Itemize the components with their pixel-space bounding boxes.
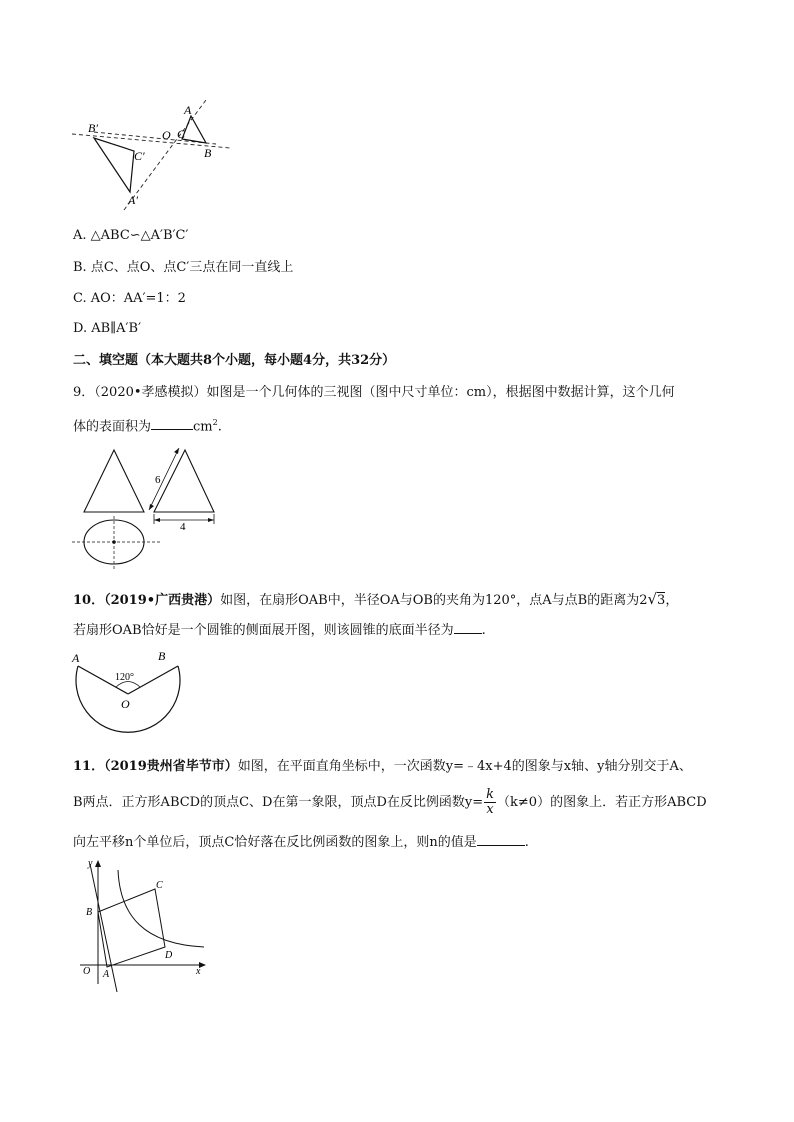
section-heading: 二、填空题（本大题共8个小题，每小题4分，共32分） bbox=[73, 353, 396, 368]
q10-line2 bbox=[73, 620, 486, 640]
base-label: 4 bbox=[180, 521, 186, 533]
slant-arrow-top bbox=[174, 448, 179, 454]
q10-line1 bbox=[73, 590, 678, 610]
q11-end3: . bbox=[524, 835, 529, 850]
slant-dim-line bbox=[149, 448, 179, 510]
triangle-abc bbox=[182, 116, 206, 143]
label-O: O bbox=[83, 966, 91, 977]
label-A1: A′ bbox=[128, 193, 138, 207]
label-A: A bbox=[184, 103, 192, 117]
label-D: D bbox=[165, 950, 173, 961]
option-d: D. AB∥A′B′ bbox=[73, 321, 142, 336]
q9-unit-sup: 2 bbox=[212, 418, 218, 427]
option-c: C. AO：AA′=1：2 bbox=[73, 291, 186, 306]
q9-unit: cm bbox=[193, 419, 213, 435]
base-arrow-right bbox=[208, 518, 214, 522]
label-B: B bbox=[86, 907, 93, 918]
q11-answer-blank bbox=[477, 832, 525, 846]
q11-line3 bbox=[73, 832, 529, 852]
figure-homothety-triangles bbox=[66, 98, 236, 213]
label-C1: C′ bbox=[134, 149, 145, 163]
base-arrow-left bbox=[154, 518, 160, 522]
square-abcd bbox=[98, 889, 165, 967]
q9-text: 体的表面积为 bbox=[73, 419, 152, 435]
q10-tag: 10．（2019•广西贵港） bbox=[73, 593, 221, 608]
label-y: y bbox=[88, 858, 93, 869]
label-O: O bbox=[121, 697, 130, 711]
label-A: A bbox=[103, 969, 110, 980]
slant-label: 6 bbox=[155, 474, 161, 486]
q11-text3: 向左平移n个单位后，顶点C恰好落在反比例函数的图象上，则n的值是 bbox=[73, 835, 477, 850]
label-B: B bbox=[158, 649, 166, 663]
front-view-triangle bbox=[84, 450, 144, 512]
y-axis-arrow bbox=[95, 860, 101, 867]
top-view-center bbox=[112, 540, 116, 544]
angle-label: 120° bbox=[115, 672, 134, 683]
q11-text1: 如图，在平面直角坐标中，一次函数y=﹣4x+4的图象与x轴、y轴分别交于A、 bbox=[237, 759, 692, 774]
q11-line2 bbox=[73, 788, 707, 818]
radius-ob bbox=[128, 666, 178, 694]
q11-text2b: （k≠0）的图象上．若正方形ABCD bbox=[497, 795, 707, 810]
triangle-a1b1c1 bbox=[94, 138, 134, 192]
q10-text2: 若扇形OAB恰好是一个圆锥的侧面展开图，则该圆锥的底面半径为 bbox=[73, 623, 454, 638]
option-a: A. △ABC∽△A′B′C′ bbox=[73, 228, 189, 243]
figure-sector bbox=[68, 646, 188, 746]
label-C: C bbox=[156, 880, 163, 891]
q9-line2 bbox=[73, 414, 222, 436]
q11-tag: 11．（2019贵州省毕节市） bbox=[73, 759, 238, 774]
q9-answer-blank bbox=[151, 416, 193, 430]
figure-three-views bbox=[68, 438, 228, 578]
label-B1: B′ bbox=[88, 121, 98, 135]
label-B: B bbox=[204, 146, 212, 160]
option-b: B. 点C、点O、点C′三点在同一直线上 bbox=[73, 260, 294, 275]
q11-line1 bbox=[73, 758, 692, 776]
label-A: A bbox=[72, 651, 80, 665]
q11-fraction bbox=[484, 788, 496, 817]
q10-sqrt: √3 bbox=[647, 590, 666, 608]
q10-answer-blank bbox=[454, 620, 482, 634]
q11-text2: B两点．正方形ABCD的顶点C、D在第一象限，顶点D在反比例函数y= bbox=[73, 795, 484, 810]
q9-end: . bbox=[217, 419, 222, 435]
frac-denominator: x bbox=[486, 802, 494, 817]
slant-arrow-bottom bbox=[149, 504, 154, 510]
label-O: O bbox=[162, 128, 171, 142]
q10-text1: 如图，在扇形OAB中，半径OA与OB的夹角为120°，点A与点B的距离为2 bbox=[220, 593, 648, 608]
label-x: x bbox=[196, 966, 201, 977]
q10-end2: . bbox=[481, 623, 486, 638]
q9-line1: 9．（2020•孝感模拟）如图是一个几何体的三视图（图中尺寸单位：cm），根据图中数据计算，这个几何 bbox=[73, 385, 675, 400]
label-C: C bbox=[177, 127, 186, 141]
q10-end1: ， bbox=[665, 593, 679, 608]
frac-numerator: k bbox=[486, 787, 495, 802]
figure-coordinate-square bbox=[74, 856, 214, 996]
